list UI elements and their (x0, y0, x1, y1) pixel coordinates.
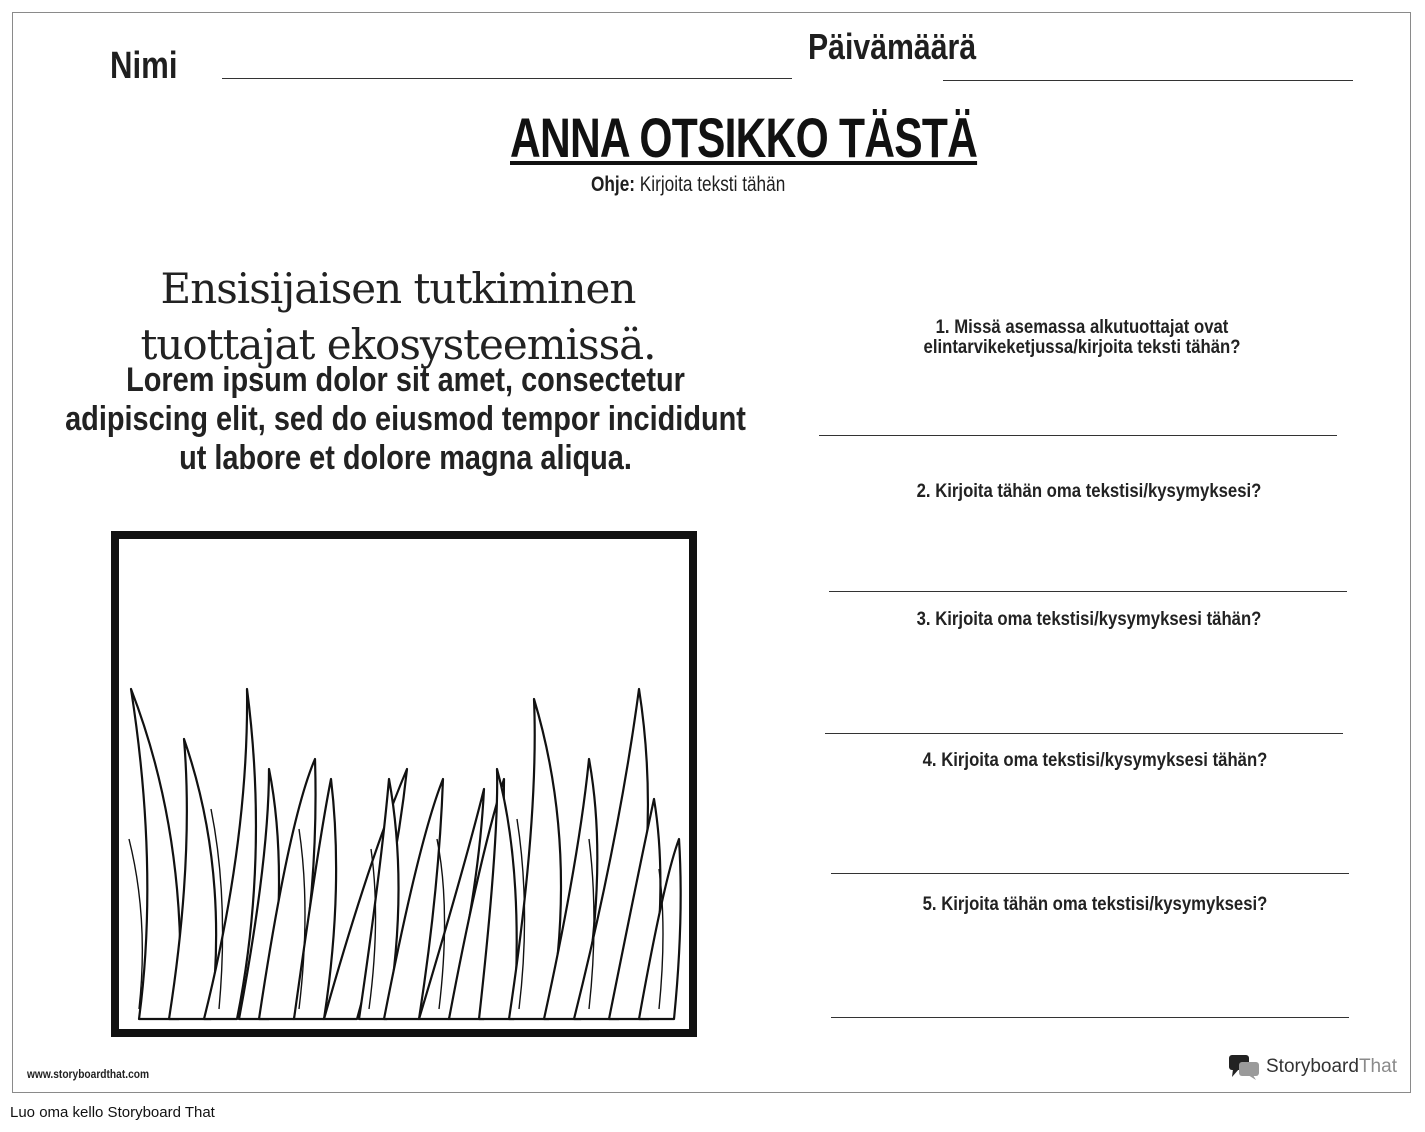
worksheet (12, 12, 1411, 1093)
brand-name (1266, 1056, 1397, 1078)
speech-bubbles-icon (1228, 1053, 1260, 1081)
answer-line-3 (825, 733, 1343, 734)
brand-accent: That (1358, 1056, 1397, 1077)
question-5: 5. Kirjoita tähän oma tekstisi/kysymyksesi? (922, 894, 1268, 915)
topic-line-2: tuottajat ekosysteemissä. (140, 320, 656, 369)
date-line (943, 80, 1353, 81)
body-text-box (57, 361, 754, 509)
body-text: Lorem ipsum dolor sit amet, consectetur adipiscing elit, sed do eiusmod tempor incididunt ut labore et dolore magna aliqua. (65, 361, 746, 477)
name-line (222, 78, 792, 79)
question-4: 4. Kirjoita oma tekstisi/kysymyksesi tähän? (922, 750, 1268, 771)
answer-line-1 (819, 435, 1337, 436)
instructions-label: Ohje: (591, 173, 636, 196)
brand-main: Storyboard (1266, 1056, 1359, 1077)
topic-heading (83, 261, 713, 373)
caption: Luo oma kello Storyboard That (10, 1104, 215, 1121)
grass-illustration (111, 531, 697, 1037)
worksheet-title: ANNA OTSIKKO TÄSTÄ (510, 106, 978, 169)
topic-line-1: Ensisijaisen tutkiminen (160, 264, 636, 313)
date-label: Päivämäärä (808, 26, 977, 67)
answer-line-5 (831, 1017, 1349, 1018)
question-1: 1. Missä asemassa alkutuottajat ovat elintarvikeketjussa/kirjoita teksti tähän? (923, 317, 1241, 358)
question-2: 2. Kirjoita tähän oma tekstisi/kysymyksesi? (916, 481, 1262, 502)
brand-logo (1228, 1053, 1397, 1081)
question-3: 3. Kirjoita oma tekstisi/kysymyksesi tähän? (916, 609, 1262, 630)
instructions (591, 173, 785, 197)
answer-line-4 (831, 873, 1349, 874)
answer-line-2 (829, 591, 1347, 592)
website-url: www.storyboardthat.com (27, 1067, 150, 1081)
grass-icon (119, 539, 689, 1029)
name-label: Nimi (110, 45, 178, 87)
instructions-text: Kirjoita teksti tähän (639, 173, 786, 196)
